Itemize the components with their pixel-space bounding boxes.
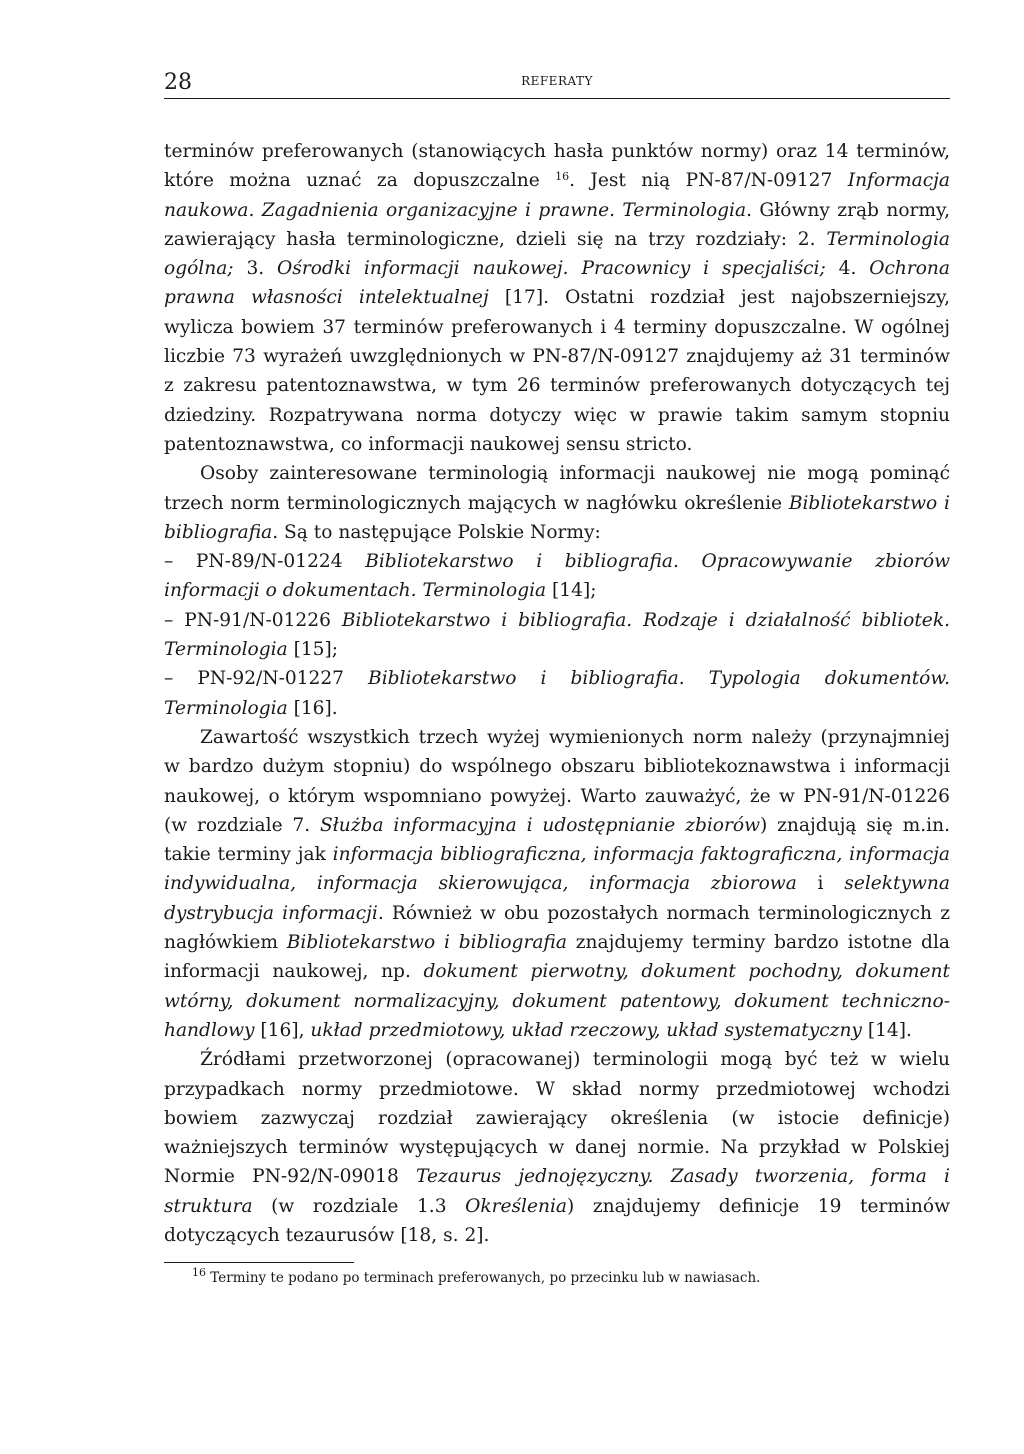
- standard-list-item: – PN-91/N-01226 Bibliotekarstwo i bibliografia. Rodzaje i działalność bibliotek. Terminologia [15];: [164, 609, 950, 661]
- paragraph: Zawartość wszystkich trzech wyżej wymienionych norm należy (przynajmniej w bardzo dużym stopniu) do wspólnego obszaru bibliotekoznawstwa i informacji naukowej, o którym wspomniano powyżej. Warto zauważyć, że w PN-91/N-01226 (w rozdziale 7. Służba informacyjna i udostępnianie zbiorów) znajdują się m.in. takie terminy jak informacja bibliograficzna, informacja faktograficzna, informacja indywidualna, informacja skierowująca, informacja zbiorowa i selektywna dystrybucja informacji. Również w obu pozostałych normach terminologicznych z nagłówkiem Bibliotekarstwo i bibliografia znajdujemy terminy bardzo istotne dla informacji naukowej, np. dokument pierwotny, dokument pochodny, dokument wtórny, dokument normalizacyjny, dokument patentowy, dokument techniczno-handlowy [16], układ przedmiotowy, układ rzeczowy, układ systematyczny [14].: [164, 726, 950, 1041]
- standard-list-item: – PN-92/N-01227 Bibliotekarstwo i bibliografia. Typologia dokumentów. Terminologia [16].: [164, 668, 950, 719]
- footnote: [164, 1266, 950, 1287]
- footnote-text: Terminy te podano po terminach preferowanych, po przecinku lub w nawiasach.: [210, 1270, 761, 1287]
- paragraph: Źródłami przetworzonej (opracowanej) terminologii mogą być też w wielu przypadkach normy przedmiotowe. W skład normy przedmiotowej wchodzi bowiem zazwyczaj rozdział zawierający określenia (w istocie definicje) ważniejszych terminów występujących w danej normie. Na przykład w Polskiej Normie PN-92/N-09018 Tezaurus jednojęzyczny. Zasady tworzenia, forma i struktura (w rozdziale 1.3 Określenia) znajdujemy definicje 19 terminów dotyczących tezaurusów [18, s. 2].: [164, 1049, 950, 1246]
- document-page: [164, 60, 950, 1287]
- paragraph: Osoby zainteresowane terminologią informacji naukowej nie mogą pominąć trzech norm terminologicznych mających w nagłówku określenie Bibliotekarstwo i bibliografia. Są to następujące Polskie Normy:: [164, 463, 950, 543]
- standard-list-item: – PN-89/N-01224 Bibliotekarstwo i bibliografia. Opracowywanie zbiorów informacji o dokumentach. Terminologia [14];: [164, 551, 950, 602]
- running-header: [164, 60, 950, 99]
- body-text: [164, 137, 950, 1250]
- paragraph: terminów preferowanych (stanowiących hasła punktów normy) oraz 14 terminów, które można uznać za dopuszczalne $^{16}$. Jest nią PN-87/N-09127 Informacja naukowa. Zagadnienia organizacyjne i prawne. Terminologia. Główny zrąb normy, zawierający hasła terminologiczne, dzieli się na trzy rozdziały: 2. Terminologia ogólna; 3. Ośrodki informacji naukowej. Pracownicy i specjaliści; 4. Ochrona prawna własności intelektualnej [17]. Ostatni rozdział jest najobszerniejszy, wylicza bowiem 37 terminów preferowanych i 4 terminy dopuszczalne. W ogólnej liczbie 73 wyrażeń uwzględnionych w PN-87/N-09127 znajdujemy aż 31 terminów z zakresu patentoznawstwa, w tym 26 terminów preferowanych dotyczących tej dziedziny. Rozpatrywana norma dotyczy więc w prawie takim samym stopniu patentoznawstwa, co informacji naukowej sensu stricto.: [164, 141, 951, 455]
- page-number: 28: [164, 70, 192, 95]
- footnote-rule: [164, 1262, 354, 1263]
- section-title: REFERATY: [521, 74, 593, 88]
- footnote-number: 16: [192, 1266, 206, 1280]
